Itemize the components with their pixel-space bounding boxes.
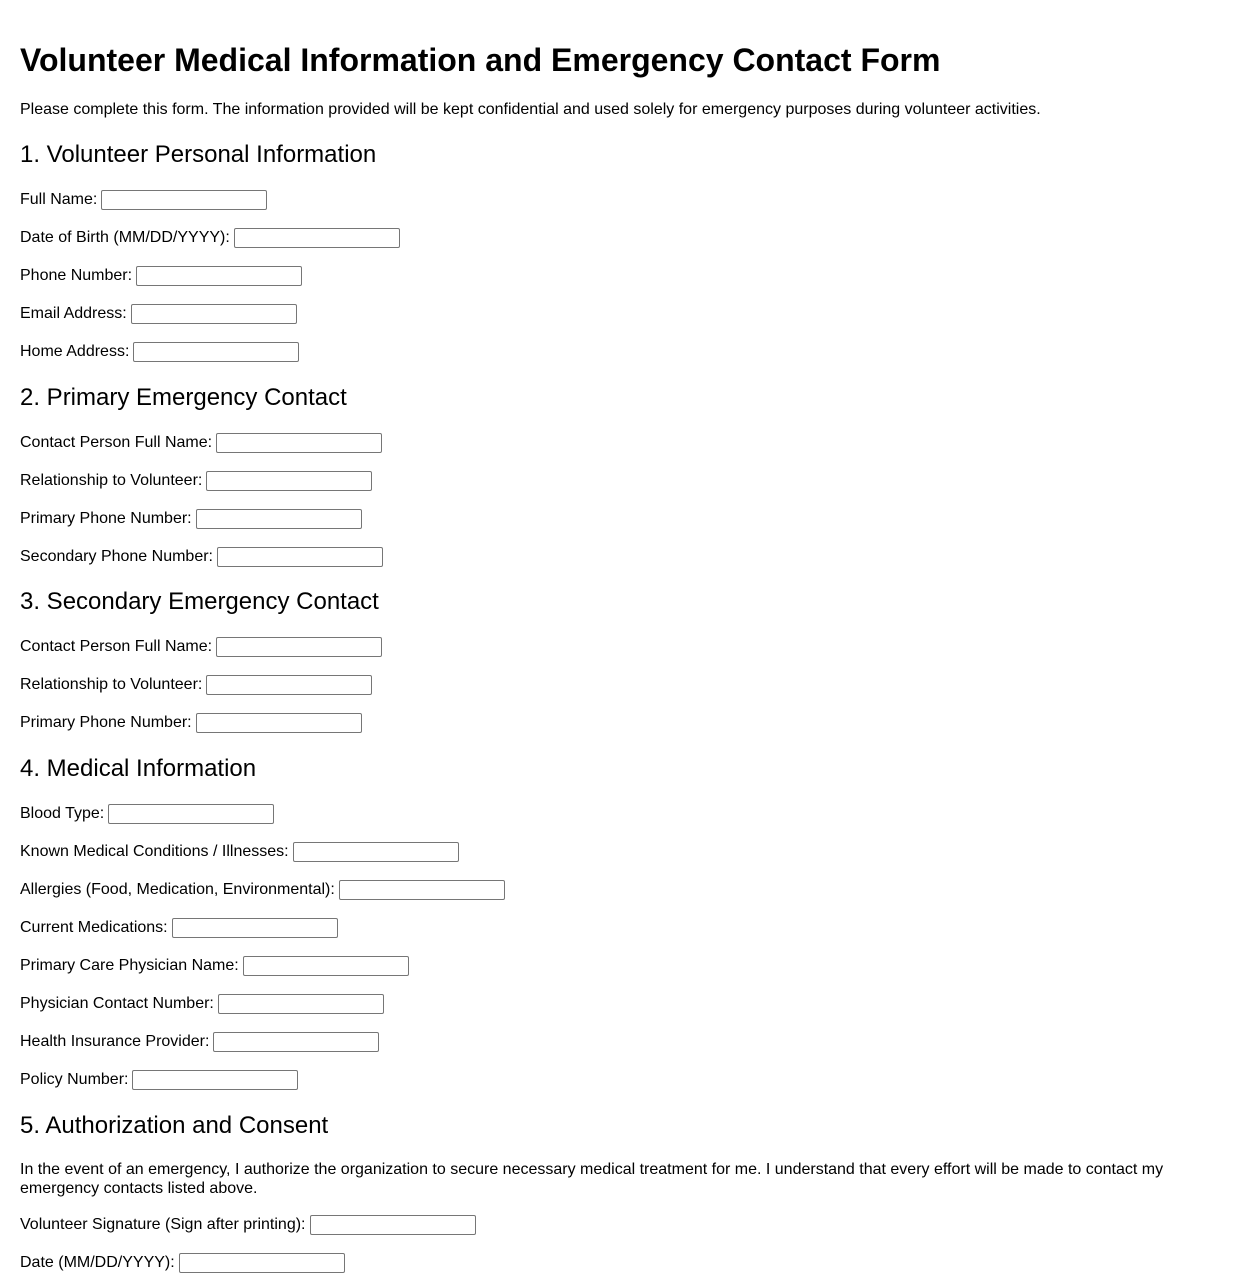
field-label: Volunteer Signature (Sign after printing): <box>20 1216 306 1233</box>
section-heading-consent: 5. Authorization and Consent <box>20 1112 329 1139</box>
field-label: Contact Person Full Name: <box>20 434 213 451</box>
field-secondary-contact-name <box>20 635 382 659</box>
field-insurance-provider <box>20 1030 379 1054</box>
home-address-input[interactable] <box>133 342 299 362</box>
primary-contact-phone-input[interactable] <box>196 509 362 529</box>
field-full-name <box>20 188 267 212</box>
field-policy-number <box>20 1068 298 1092</box>
policy-number-input[interactable] <box>132 1070 298 1090</box>
physician-name-input[interactable] <box>243 956 409 976</box>
field-signature-date <box>20 1251 345 1275</box>
primary-contact-relationship-input[interactable] <box>206 471 372 491</box>
phone-number-input[interactable] <box>136 266 302 286</box>
primary-contact-name-input[interactable] <box>216 433 382 453</box>
field-label: Physician Contact Number: <box>20 995 214 1012</box>
field-label: Secondary Phone Number: <box>20 548 213 565</box>
field-primary-contact-secondary-phone <box>20 545 383 569</box>
intro-text: Please complete this form. The information provided will be kept confidential and used solely for emergency purposes during volunteer activities. <box>20 101 1041 118</box>
email-address-input[interactable] <box>131 304 297 324</box>
field-email-address <box>20 302 297 326</box>
field-label: Health Insurance Provider: <box>20 1033 210 1050</box>
field-label: Contact Person Full Name: <box>20 638 213 655</box>
field-label: Allergies (Food, Medication, Environmental): <box>20 881 335 898</box>
secondary-contact-name-input[interactable] <box>216 637 382 657</box>
field-label: Full Name: <box>20 191 98 208</box>
medical-conditions-input[interactable] <box>293 842 459 862</box>
field-allergies <box>20 878 505 902</box>
field-physician-name <box>20 954 409 978</box>
field-phone-number <box>20 264 302 288</box>
field-label: Primary Care Physician Name: <box>20 957 239 974</box>
field-label: Current Medications: <box>20 919 168 936</box>
section-heading-primary-contact: 2. Primary Emergency Contact <box>20 384 347 411</box>
field-secondary-contact-phone <box>20 711 362 735</box>
field-primary-contact-relationship <box>20 469 372 493</box>
field-secondary-contact-relationship <box>20 673 372 697</box>
section-heading-medical: 4. Medical Information <box>20 755 257 782</box>
field-signature <box>20 1213 476 1237</box>
field-label: Blood Type: <box>20 805 105 822</box>
field-medical-conditions <box>20 840 459 864</box>
date-of-birth-input[interactable] <box>234 228 400 248</box>
field-label: Primary Phone Number: <box>20 714 192 731</box>
field-label: Email Address: <box>20 305 127 322</box>
field-current-medications <box>20 916 338 940</box>
field-label: Date of Birth (MM/DD/YYYY): <box>20 229 230 246</box>
signature-date-input[interactable] <box>179 1253 345 1273</box>
signature-input[interactable] <box>310 1215 476 1235</box>
field-label: Relationship to Volunteer: <box>20 472 203 489</box>
field-primary-contact-name <box>20 431 382 455</box>
blood-type-input[interactable] <box>108 804 274 824</box>
section-heading-secondary-contact: 3. Secondary Emergency Contact <box>20 588 379 615</box>
field-date-of-birth <box>20 226 400 250</box>
section-heading-personal: 1. Volunteer Personal Information <box>20 141 377 168</box>
allergies-input[interactable] <box>339 880 505 900</box>
field-label: Phone Number: <box>20 267 133 284</box>
insurance-provider-input[interactable] <box>213 1032 379 1052</box>
secondary-contact-phone-input[interactable] <box>196 713 362 733</box>
consent-text: In the event of an emergency, I authorize the organization to secure necessary medical treatment for me. I understand that every effort will be made to contact my emergency contacts listed above. <box>20 1161 1164 1197</box>
page-title: Volunteer Medical Information and Emergency Contact Form <box>20 42 941 78</box>
physician-contact-input[interactable] <box>218 994 384 1014</box>
field-primary-contact-phone <box>20 507 362 531</box>
field-label: Home Address: <box>20 343 130 360</box>
field-label: Policy Number: <box>20 1071 129 1088</box>
field-label: Known Medical Conditions / Illnesses: <box>20 843 289 860</box>
field-label: Primary Phone Number: <box>20 510 192 527</box>
primary-contact-secondary-phone-input[interactable] <box>217 547 383 567</box>
field-label: Relationship to Volunteer: <box>20 676 203 693</box>
field-home-address <box>20 340 299 364</box>
current-medications-input[interactable] <box>172 918 338 938</box>
field-blood-type <box>20 802 274 826</box>
full-name-input[interactable] <box>101 190 267 210</box>
secondary-contact-relationship-input[interactable] <box>206 675 372 695</box>
field-physician-contact <box>20 992 384 1016</box>
field-label: Date (MM/DD/YYYY): <box>20 1254 175 1271</box>
